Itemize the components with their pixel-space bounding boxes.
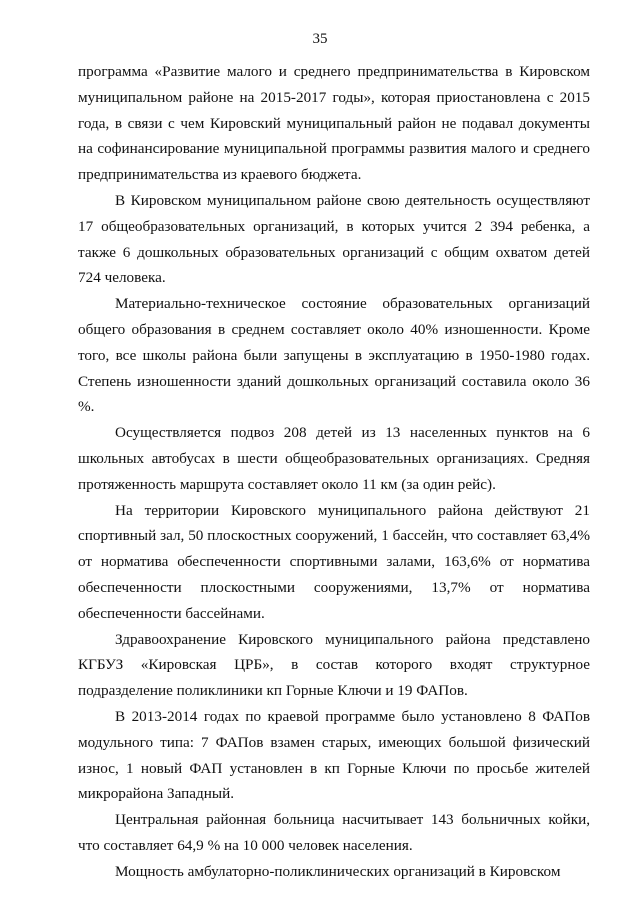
document-body bbox=[78, 59, 590, 885]
paragraph-6: Здравоохранение Кировского муниципального района представлено КГБУЗ «Кировская ЦРБ», в состав которого входят структурное подразделение поликлиники кп Горные Ключи и 19 ФАПов. bbox=[78, 630, 590, 700]
paragraph-7: В 2013-2014 годах по краевой программе было установлено 8 ФАПов модульного типа: 7 ФАПов взамен старых, имеющих большой физический износ, 1 новый ФАП установлен в кп Горные Ключи по просьбе жителей микрорайона Западный. bbox=[78, 707, 590, 803]
paragraph-3: Материально-техническое состояние образовательных организаций общего образования в среднем составляет около 40% изношенности. Кроме того, все школы района были запущены в эксплуатацию в 1950-1980 годах. Степень изношенности зданий дошкольных организаций составила около 36 %. bbox=[78, 295, 590, 416]
paragraph-4: Осуществляется подвоз 208 детей из 13 населенных пунктов на 6 школьных автобусах в шести общеобразовательных организациях. Средняя протяженность маршрута составляет около 11 км (за один рейс). bbox=[78, 424, 590, 493]
paragraph-8: Центральная районная больница насчитывает 143 больничных койки, что составляет 64,9 % на 10 000 человек населения. bbox=[78, 811, 590, 854]
paragraph-1: программа «Развитие малого и среднего предпринимательства в Кировском муниципальном районе на 2015-2017 годы», которая приостановлена с 2015 года, в связи с чем Кировский муниципальный район не подавал документы на софинансирование муниципальной программы развития малого и среднего предпринимательства из краевого бюджета. bbox=[78, 63, 590, 184]
paragraph-9: Мощность амбулаторно-поликлинических организаций в Кировском bbox=[115, 862, 561, 880]
paragraph-2: В Кировском муниципальном районе свою деятельность осуществляют 17 общеобразовательных организаций, в которых учится 2 394 ребенка, а также 6 дошкольных образовательных организаций с общим охватом детей 724 человека. bbox=[78, 191, 590, 287]
paragraph-5: На территории Кировского муниципального района действуют 21 спортивный зал, 50 плоскостных сооружений, 1 бассейн, что составляет 63,4% от норматива обеспеченности спортивными залами, 163,6% от норматива обеспеченности плоскостными сооружениями, 13,7% от норматива обеспеченности бассейнами. bbox=[78, 501, 590, 622]
page-number: 35 bbox=[312, 31, 328, 47]
